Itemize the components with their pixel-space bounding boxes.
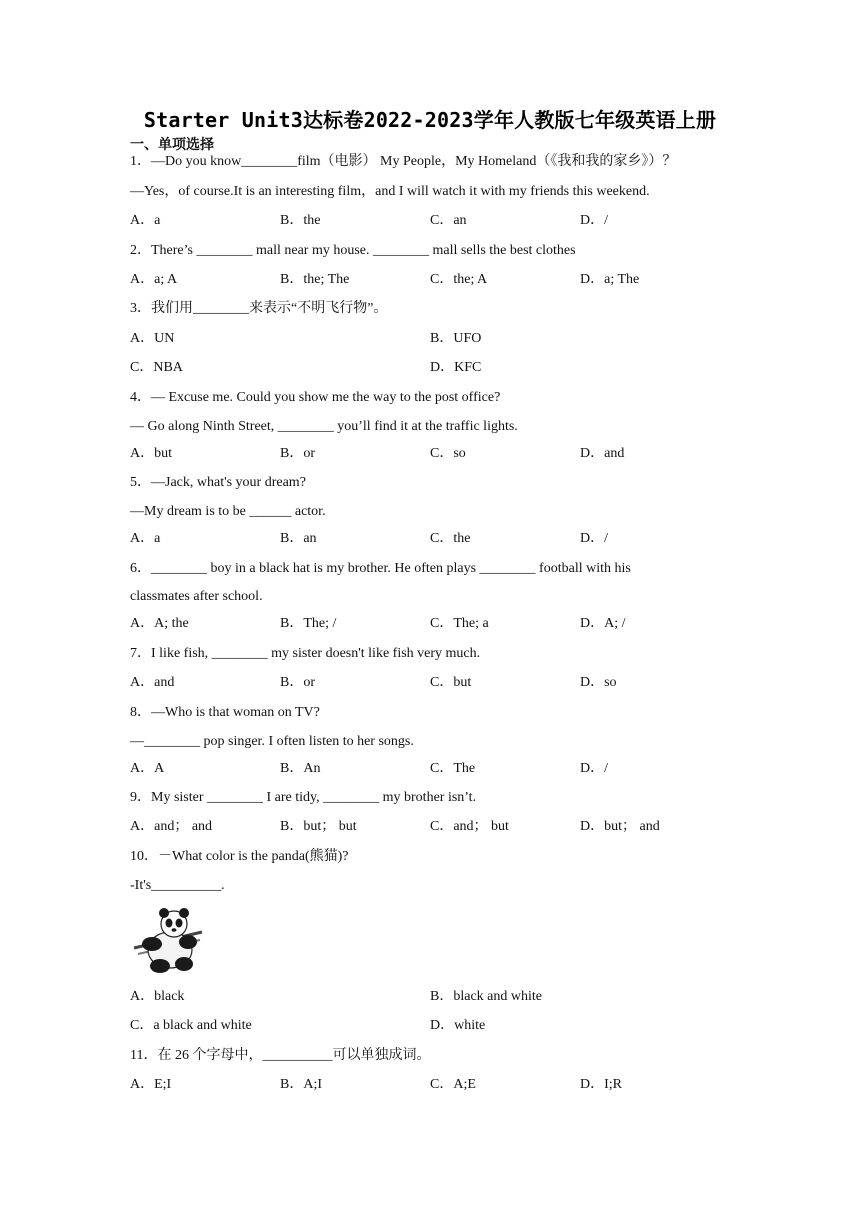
question-5-option-b[interactable]: B．an [280,531,317,546]
question-6-option-b[interactable]: B．The; / [280,616,337,631]
question-1-option-d[interactable]: D．/ [580,213,608,228]
question-7-option-c[interactable]: C．but [430,675,472,690]
question-2-option-d[interactable]: D．a; The [580,272,640,287]
question-9-option-b[interactable]: B．but； but [280,819,357,834]
question-3-stem: 3．我们用________来表示“不明飞行物”。 [130,301,388,316]
question-4-line2: — Go along Ninth Street, ________ you’ll find it at the traffic lights. [130,419,518,434]
question-11-option-a[interactable]: A．E;I [130,1077,172,1092]
question-8-option-c[interactable]: C．The [430,761,476,776]
question-10-option-b[interactable]: B．black and white [430,989,542,1004]
question-3-option-b[interactable]: B．UFO [430,331,482,346]
question-4-option-b[interactable]: B．or [280,446,315,461]
question-11-option-b[interactable]: B．A;I [280,1077,322,1092]
question-11-option-d[interactable]: D．I;R [580,1077,622,1092]
question-11-stem: 11．在 26 个字母中，__________可以单独成词。 [130,1048,431,1063]
question-2-option-a[interactable]: A．a; A [130,272,178,287]
question-2-option-b[interactable]: B．the; The [280,272,350,287]
question-8-stem: 8．—Who is that woman on TV? [130,705,320,720]
question-8-option-b[interactable]: B．An [280,761,321,776]
question-5-option-a[interactable]: A．a [130,531,161,546]
question-9-option-a[interactable]: A．and； and [130,819,213,834]
question-7-option-b[interactable]: B．or [280,675,315,690]
question-1-option-c[interactable]: C．an [430,213,467,228]
question-3-option-c[interactable]: C．NBA [130,360,183,375]
question-7-option-a[interactable]: A．and [130,675,175,690]
question-7-stem: 7．I like fish, ________ my sister doesn't like fish very much. [130,646,481,661]
question-8-option-a[interactable]: A．A [130,761,165,776]
question-2-option-c[interactable]: C．the; A [430,272,488,287]
question-4-option-c[interactable]: C．so [430,446,466,461]
question-6-option-c[interactable]: C．The; a [430,616,489,631]
question-6-option-d[interactable]: D．A; / [580,616,626,631]
question-4-stem: 4．— Excuse me. Could you show me the way to the post office? [130,390,501,405]
question-5-option-d[interactable]: D．/ [580,531,608,546]
question-8-line2: —________ pop singer. I often listen to her songs. [130,734,414,749]
question-7-option-d[interactable]: D．so [580,675,617,690]
question-1-option-b[interactable]: B．the [280,213,321,228]
section-heading: 一、单项选择 [130,137,214,153]
question-9-option-d[interactable]: D．but； and [580,819,660,834]
question-6-stem: 6．________ boy in a black hat is my brother. He often plays ________ football with his [130,561,631,576]
panda-image [130,904,206,976]
question-10-line2: -It's__________. [130,878,225,893]
document-title: Starter Unit3达标卷2022-2023学年人教版七年级英语上册 [143,108,717,132]
question-1-line2: —Yes，of course.It is an interesting film，and I will watch it with my friends this weekend. [130,184,650,199]
question-3-option-a[interactable]: A．UN [130,331,175,346]
question-10-option-d[interactable]: D．white [430,1018,486,1033]
question-8-option-d[interactable]: D．/ [580,761,608,776]
question-10-stem: 10．－What color is the panda(熊猫)? [130,849,349,864]
question-11-option-c[interactable]: C．A;E [430,1077,476,1092]
question-6-line2: classmates after school. [130,589,263,604]
question-5-option-c[interactable]: C．the [430,531,471,546]
question-2-stem: 2．There’s ________ mall near my house. ________ mall sells the best clothes [130,243,576,258]
question-5-stem: 5．—Jack, what's your dream? [130,475,306,490]
question-1-stem: 1．—Do you know________film（电影） My People，My Homeland（《我和我的家乡》）？ [130,154,677,169]
question-5-line2: —My dream is to be ______ actor. [130,504,326,519]
question-10-option-c[interactable]: C．a black and white [130,1018,252,1033]
question-10-option-a[interactable]: A．black [130,989,185,1004]
question-4-option-a[interactable]: A．but [130,446,172,461]
question-9-option-c[interactable]: C．and； but [430,819,509,834]
question-1-option-a[interactable]: A．a [130,213,161,228]
question-4-option-d[interactable]: D．and [580,446,625,461]
question-6-option-a[interactable]: A．A; the [130,616,189,631]
question-3-option-d[interactable]: D．KFC [430,360,482,375]
question-9-stem: 9．My sister ________ I are tidy, ________ my brother isn’t. [130,790,477,805]
